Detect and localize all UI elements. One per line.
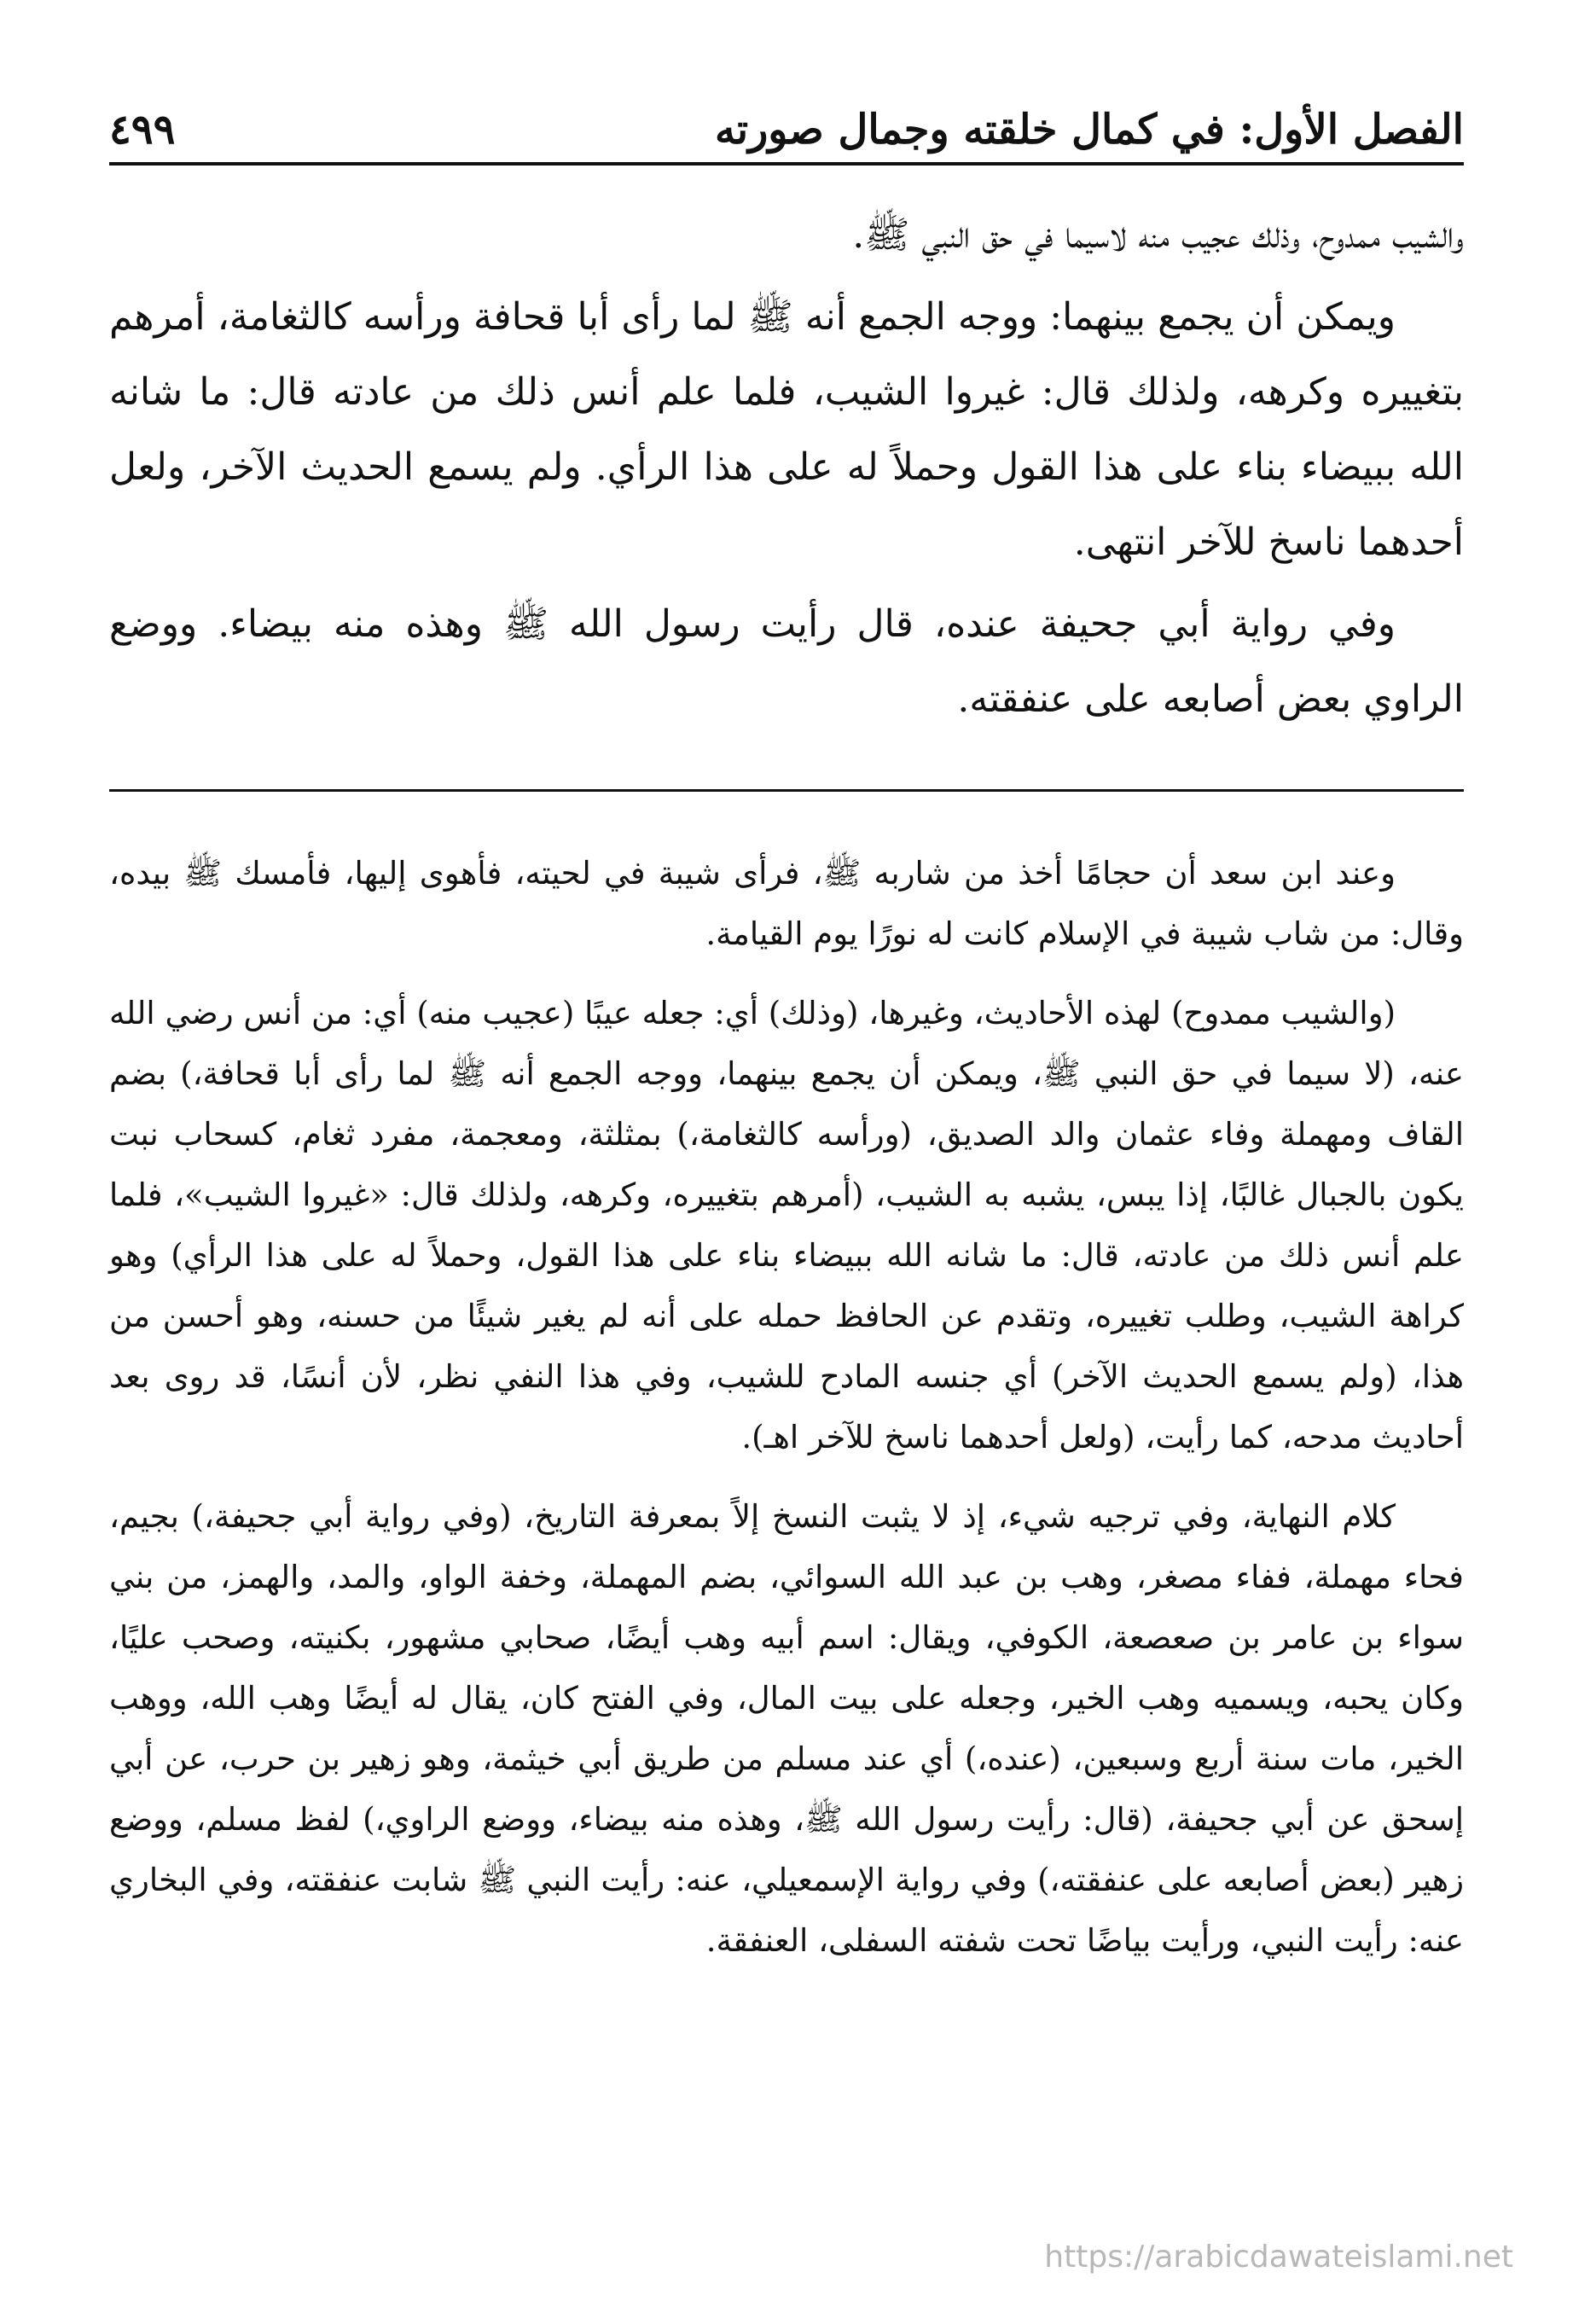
main-text (109, 198, 1464, 744)
main-paragraph: والشيب ممدوح، وذلك عجيب منه لاسيما في حق النبي ﷺ. (852, 213, 1464, 257)
header-rule (109, 162, 1464, 166)
watermark-url: https://arabicdawateislami.net (1044, 2240, 1513, 2275)
section-divider (109, 789, 1464, 792)
page-header (109, 82, 1464, 154)
commentary-paragraph: كلام النهاية، وفي ترجيه شيء، إذ لا يثبت النسخ إلاً بمعرفة التاريخ، (وفي رواية أبي جحيفة،) بجيم، فحاء مهملة، ففاء مصغر، وهب بن عبد الله السوائي، بضم المهملة، وخفة الواو، والمد، والهمز، من بني سواء بن عامر بن صعصعة، الكوفي، ويقال: اسم أبيه وهب أيضًا، صحابي مشهور، بكنيته، وصحب عليًا، وكان يحبه، ويسميه وهب الخير، وجعله على بيت المال، وفي الفتح كان، يقال له أيضًا وهب الله، ووهب الخير، مات سنة أربع وسبعين، (عنده،) أي عند مسلم من طريق أبي خيثمة، وهو زهير بن حرب، عن أبي إسحق عن أبي جحيفة، (قال: رأيت رسول الله ﷺ، وهذه منه بيضاء، ووضع الراوي،) لفظ مسلم، ووضع زهير (بعض أصابعه على عنفقته،) وفي رواية الإسمعيلي، عنه: رأيت النبي ﷺ شابت عنفقته، وفي البخاري عنه: رأيت النبي، ورأيت بياضًا تحت شفته السفلى، العنفقة. (109, 1498, 1464, 1959)
commentary-text (109, 843, 1464, 1990)
main-paragraph: ويمكن أن يجمع بينهما: ووجه الجمع أنه ﷺ لما رأى أبا قحافة ورأسه كالثغامة، أمرهم بتغييره وكرهه، ولذلك قال: غيروا الشيب، فلما علم أنس ذلك من عادته قال: ما شانه الله ببيضاء بناء على هذا القول وحملاً له على هذا الرأي. ولم يسمع الحديث الآخر، ولعل أحدهما ناسخ للآخر انتهى. (109, 295, 1464, 564)
commentary-paragraph: وعند ابن سعد أن حجامًا أخذ من شاربه ﷺ، فرأى شيبة في لحيته، فأهوى إليها، فأمسك ﷺ بيده، وقال: من شاب شيبة في الإسلام كانت له نورًا يوم القيامة. (109, 855, 1464, 952)
main-paragraph: وفي رواية أبي جحيفة عنده، قال رأيت رسول الله ﷺ وهذه منه بيضاء. ووضع الراوي بعض أصابعه على عنفقته. (109, 602, 1464, 721)
commentary-paragraph: (والشيب ممدوح) لهذه الأحاديث، وغيرها، (وذلك) أي: جعله عيبًا (عجيب منه) أي: من أنس رضي الله عنه، (لا سيما في حق النبي ﷺ، ويمكن أن يجمع بينهما، ووجه الجمع أنه ﷺ لما رأى أبا قحافة،) بضم القاف ومهملة وفاء عثمان والد الصديق، (ورأسه كالثغامة،) بمثلثة، ومعجمة، مفرد ثغام، كسحاب نبت يكون بالجبال غالبًا، إذا يبس، يشبه به الشيب، (أمرهم بتغييره، وكرهه، ولذلك قال: «غيروا الشيب»، فلما علم أنس ذلك من عادته، قال: ما شانه الله ببيضاء بناء على هذا القول، وحملاً له على هذا الرأي) وهو كراهة الشيب، وطلب تغييره، وتقدم عن الحافظ حمله على أنه لم يغير شيئًا من حسنه، وهو أحسن من هذا، (ولم يسمع الحديث الآخر) أي جنسه المادح للشيب، وفي هذا النفي نظر، لأن أنسًا، قد روى بعد أحاديث مدحه، كما رأيت، (ولعل أحدهما ناسخ للآخر اهـ). (109, 995, 1464, 1455)
running-title: الفصل الأول: في كمال خلقته وجمال صورته (714, 106, 1464, 154)
page-number: ٤٩٩ (109, 106, 176, 154)
